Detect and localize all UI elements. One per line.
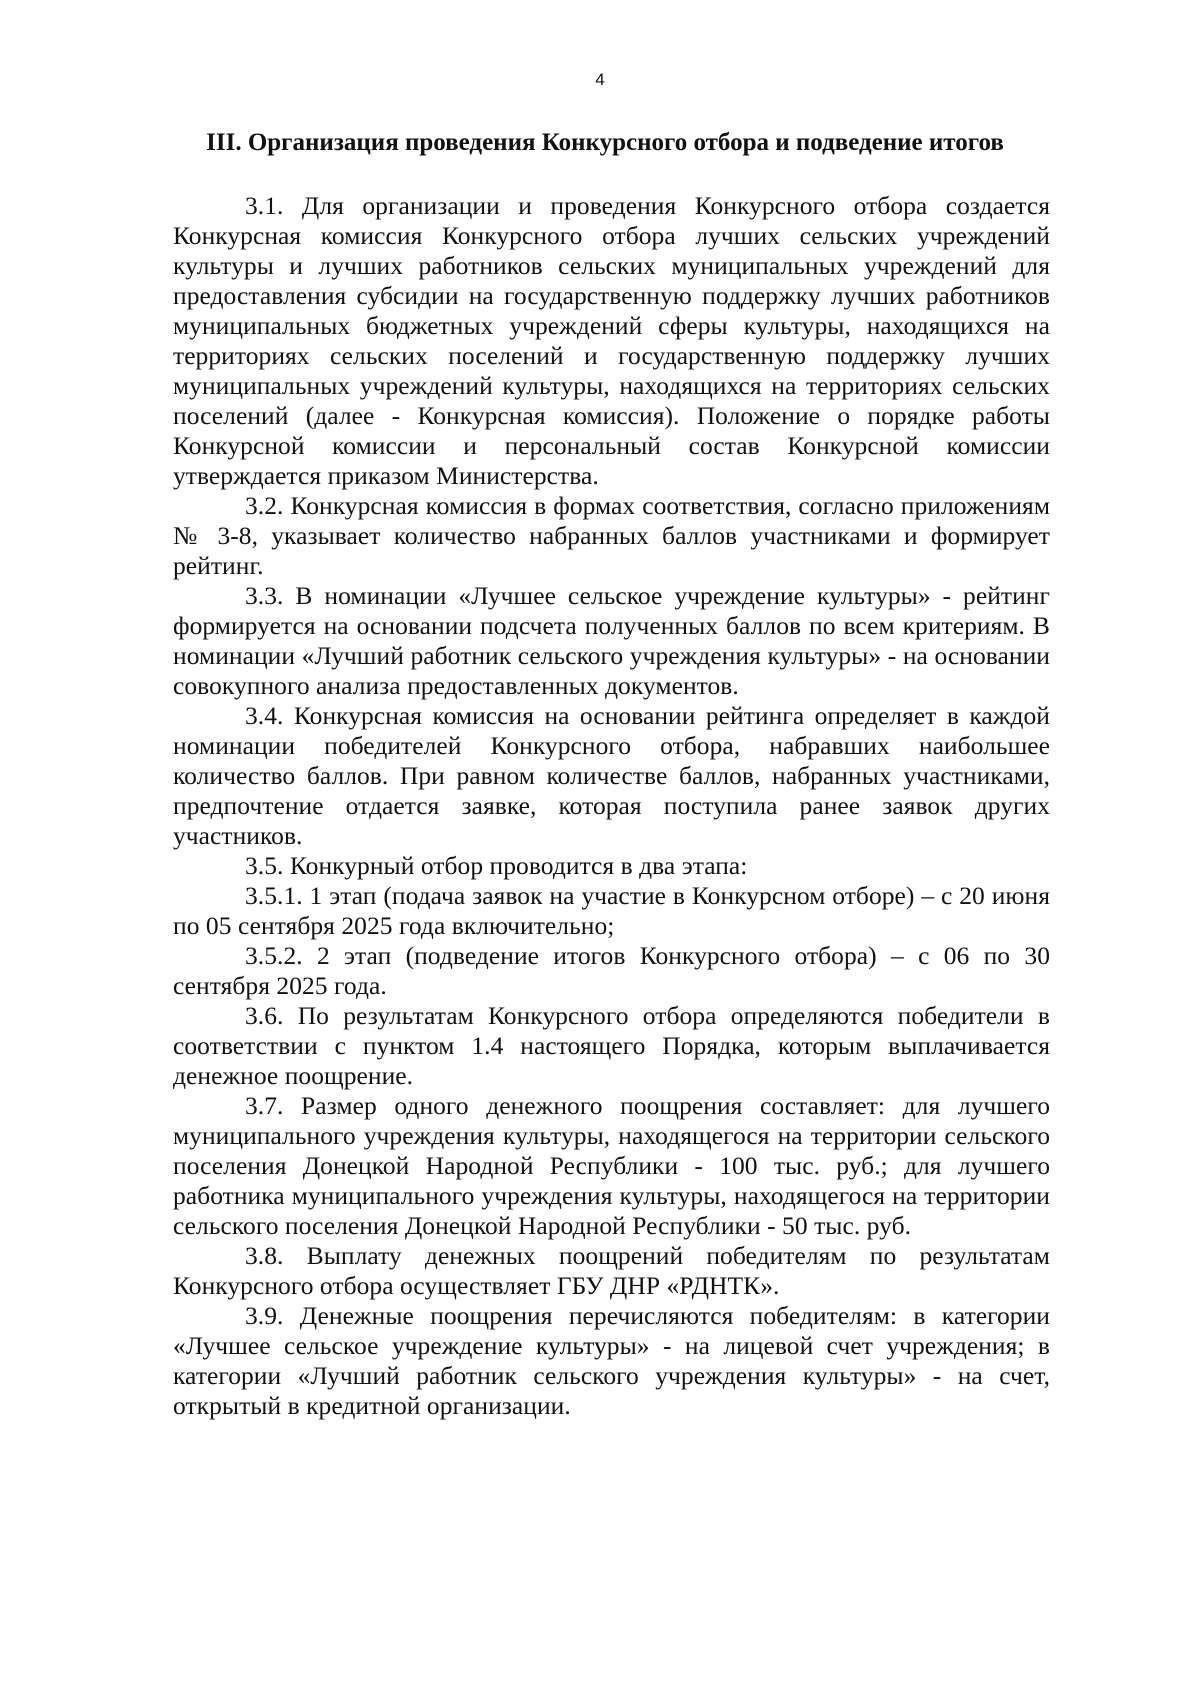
paragraph-3-2: 3.2. Конкурсная комиссия в формах соответствия, согласно приложениям № 3-8, указывает количество набранных баллов участниками и формирует рейтинг. — [173, 491, 1050, 580]
document-body — [173, 191, 1050, 1421]
paragraph-3-5-2: 3.5.2. 2 этап (подведение итогов Конкурсного отбора) – с 06 по 30 сентября 2025 года. — [173, 941, 1050, 1000]
paragraph-3-1: 3.1. Для организации и проведения Конкурсного отбора создается Конкурсная комиссия Конкурсного отбора лучших сельских учреждений культуры и лучших работников сельских муниципальных учреждений для предоставления субсидии на государственную поддержку лучших работников муниципальных бюджетных учреждений сферы культуры, находящихся на территориях сельских поселений и государственную поддержку лучших муниципальных учреждений культуры, находящихся на территориях сельских поселений (далее - Конкурсная комиссия). Положение о порядке работы Конкурсной комиссии и персональный состав Конкурсной комиссии утверждается приказом Министерства. — [173, 191, 1050, 490]
paragraph-3-6: 3.6. По результатам Конкурсного отбора определяются победители в соответствии с пунктом 1.4 настоящего Порядка, которым выплачивается денежное поощрение. — [173, 1001, 1050, 1090]
paragraph-3-4: 3.4. Конкурсная комиссия на основании рейтинга определяет в каждой номинации победителей Конкурсного отбора, набравших наибольшее количество баллов. При равном количестве баллов, набранных участниками, предпочтение отдается заявке, которая поступила ранее заявок других участников. — [173, 701, 1050, 850]
paragraph-3-7: 3.7. Размер одного денежного поощрения составляет: для лучшего муниципального учреждения культуры, находящегося на территории сельского поселения Донецкой Народной Республики - 100 тыс. руб.; для лучшего работника муниципального учреждения культуры, находящегося на территории сельского поселения Донецкой Народной Республики - 50 тыс. руб. — [173, 1091, 1050, 1240]
paragraph-3-5-1: 3.5.1. 1 этап (подача заявок на участие в Конкурсном отборе) – с 20 июня по 05 сентября 2025 года включительно; — [173, 881, 1050, 940]
paragraph-3-3: 3.3. В номинации «Лучшее сельское учреждение культуры» - рейтинг формируется на основании подсчета полученных баллов по всем критериям. В номинации «Лучший работник сельского учреждения культуры» - на основании совокупного анализа предоставленных документов. — [173, 581, 1050, 700]
page-number: 4 — [595, 70, 605, 89]
section-title: III. Организация проведения Конкурсного отбора и подведение итогов — [206, 129, 1004, 156]
paragraph-3-5: 3.5. Конкурный отбор проводится в два этапа: — [245, 851, 748, 880]
paragraph-3-8: 3.8. Выплату денежных поощрений победителям по результатам Конкурсного отбора осуществляет ГБУ ДНР «РДНТК». — [173, 1241, 1050, 1300]
paragraph-3-9: 3.9. Денежные поощрения перечисляются победителям: в категории «Лучшее сельское учреждение культуры» - на лицевой счет учреждения; в категории «Лучший работник сельского учреждения культуры» - на счет, открытый в кредитной организации. — [173, 1301, 1050, 1420]
